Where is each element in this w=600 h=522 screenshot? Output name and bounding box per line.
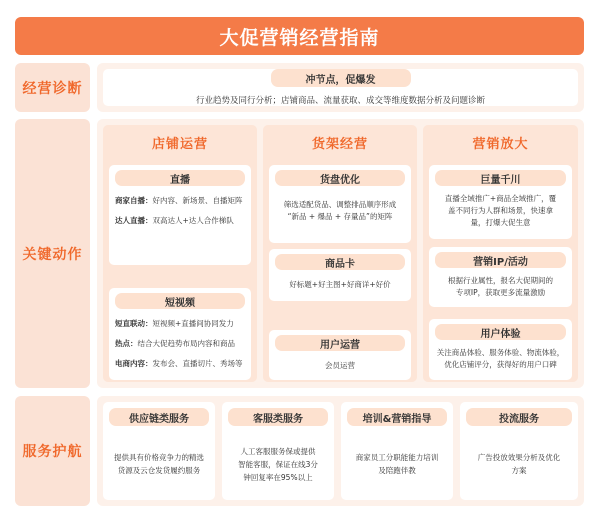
- column-marketing-amplify: [423, 125, 578, 382]
- card-text: 好标题+好主图+好商详+好价: [289, 280, 391, 289]
- service-supply-chain: [103, 402, 215, 500]
- card-user-operation: [269, 330, 411, 380]
- section-label-services: 服务护航: [15, 396, 90, 506]
- services-panel: [97, 396, 584, 506]
- diagnosis-card: [103, 69, 578, 106]
- service-pill: 客服类服务: [228, 408, 328, 426]
- diagnosis-pill: 冲节点，促爆发: [271, 69, 411, 87]
- diagnosis-text: 行业趋势及同行分析；店铺商品、流量获取、成交等维度数据分析及问题诊断: [195, 96, 485, 106]
- service-text: 广告投放效果分析及优化 方案: [477, 453, 561, 475]
- column-store-operation: [103, 125, 257, 382]
- service-text: 人工客服服务保或提供 智能客服，保证在线3分 钟回复率在95%以上: [238, 446, 318, 482]
- card-marketing-ip: [429, 247, 572, 307]
- card-text: 关注商品体验、服务体验、物流体验， 优化店铺评分，获得好的用户口碑: [436, 348, 565, 369]
- card-goods-optimization: [269, 165, 411, 243]
- column-title: 营销放大: [472, 137, 529, 152]
- card-text: 筛选适配货品、调整排品顺序形成 “新品 + 爆品 + 存量品”的矩阵: [283, 200, 397, 221]
- service-training: [341, 402, 453, 500]
- card-line: 电商内容：发布会、直播切片、秀场等: [115, 359, 243, 368]
- card-line: 达人直播：双高达人+达人合作梯队: [115, 216, 234, 225]
- column-shelf-operation: [263, 125, 417, 382]
- section-label-actions: 关键动作: [15, 119, 90, 388]
- card-pill: 直播: [115, 170, 245, 186]
- page-title: 大促营销经营指南: [15, 17, 584, 55]
- card-line: 短直联动：短视频+直播间协同发力: [115, 319, 234, 328]
- service-pill: 培训&营销指导: [347, 408, 447, 426]
- card-user-experience: [429, 319, 572, 380]
- actions-panel: [97, 119, 584, 388]
- card-text: 会员运营: [325, 361, 355, 370]
- card-pill: 商品卡: [275, 254, 405, 270]
- card-line: 热点：结合大促趋势布局内容和商品: [115, 339, 235, 348]
- service-pill: 投流服务: [466, 408, 572, 426]
- card-product-card: [269, 249, 411, 301]
- card-text: 根据行业属性，报名大促期间的 专项IP，获取更多流量激励: [448, 276, 553, 297]
- service-pill: 供应链类服务: [109, 408, 209, 426]
- service-text: 商家员工分职能能力培训 及陪跑伴教: [355, 453, 439, 475]
- card-qianchuan: [429, 165, 572, 239]
- card-pill: 巨量千川: [435, 170, 566, 186]
- diagnosis-panel: [97, 63, 584, 112]
- card-pill: 营销IP/活动: [435, 252, 566, 268]
- column-title: 店铺运营: [151, 137, 208, 152]
- service-text: 提供具有价格竞争力的精选 货源及云仓发货履约服务: [114, 453, 204, 475]
- card-text: 直播全域推广+商品全域推广，覆 盖不同行为人群和场景，快速拿 量，打爆大促生意: [444, 194, 557, 227]
- card-pill: 用户体验: [435, 324, 566, 340]
- card-pill: 用户运营: [275, 335, 405, 351]
- card-pill: 货盘优化: [275, 170, 405, 186]
- service-customer-service: [222, 402, 334, 500]
- column-title: 货架经营: [311, 137, 368, 152]
- service-ad-delivery: [460, 402, 578, 500]
- card-pill: 短视频: [115, 293, 245, 309]
- section-label-diagnosis: 经营诊断: [15, 63, 90, 112]
- card-short-video: [109, 288, 251, 380]
- card-line: 商家自播：好内容、新场景、自播矩阵: [115, 196, 243, 205]
- card-live: [109, 165, 251, 265]
